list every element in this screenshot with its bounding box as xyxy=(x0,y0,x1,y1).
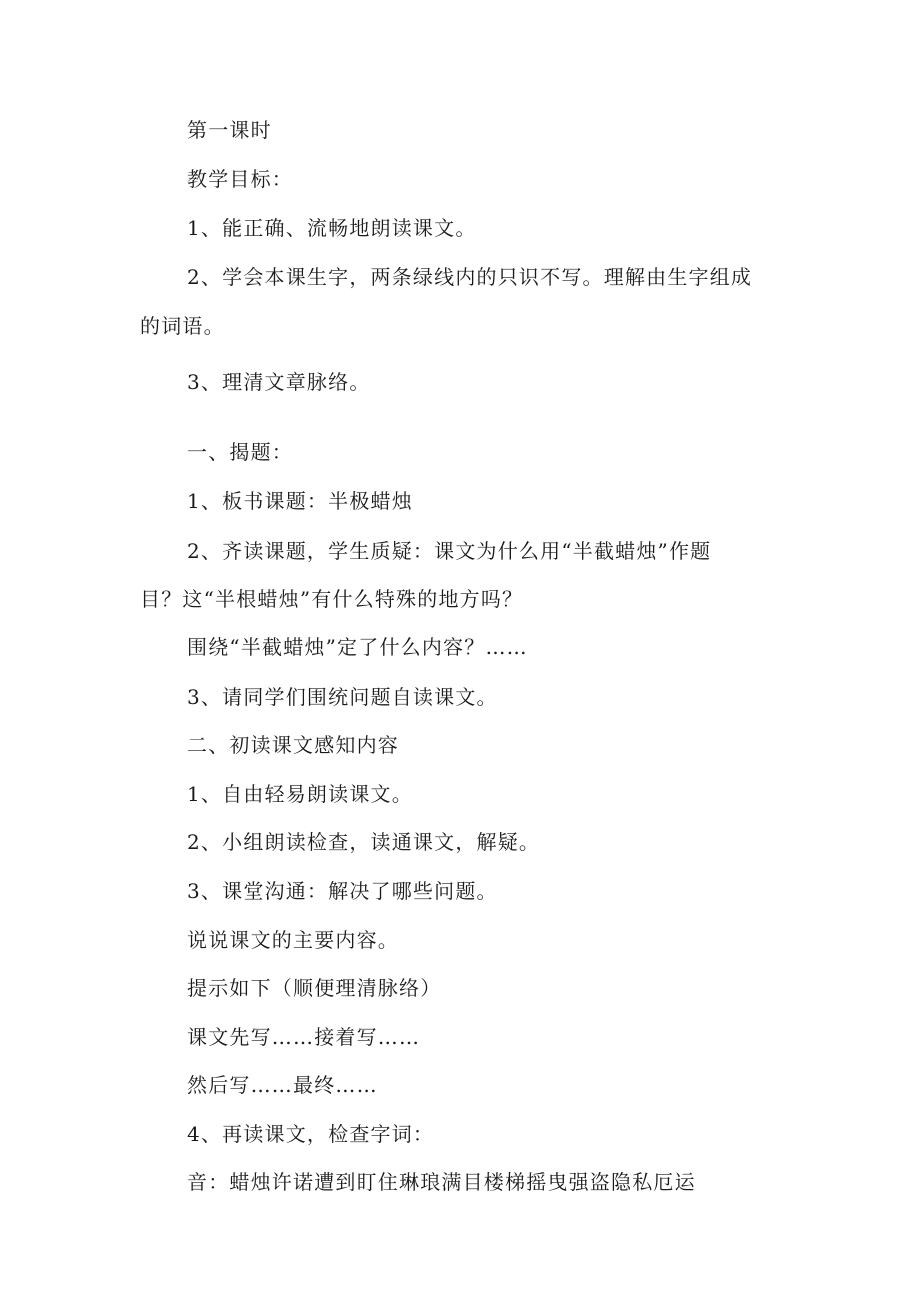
goal-3: 3、理清文章脉络。 xyxy=(187,370,371,394)
section-2-item-4: 4、再读课文，检查字词： xyxy=(187,1122,435,1146)
goal-2-line-1: 2、学会本课生字，两条绿线内的只识不写。理解由生字组成 xyxy=(187,265,753,289)
section-2-hint-a: 课文先写……接着写…… xyxy=(187,1025,421,1049)
section-2-sounds: 音：蜡烛许诺遭到盯住琳琅满目楼梯摇曳强盗隐私厄运 xyxy=(187,1170,696,1194)
goals-title: 教学目标： xyxy=(187,167,293,191)
section-2-hint-b: 然后写……最终…… xyxy=(187,1073,378,1097)
section-2-item-1: 1、自由轻易朗读课文。 xyxy=(187,782,413,806)
goal-1: 1、能正确、流畅地朗读课文。 xyxy=(187,216,477,240)
section-2-hint: 提示如下（顺便理清脉络） xyxy=(187,976,442,1000)
lesson-heading: 第一课时 xyxy=(187,118,272,142)
section-2-item-3: 3、课堂沟通：解决了哪些问题。 xyxy=(187,879,498,903)
section-2-title: 二、初读课文感知内容 xyxy=(187,733,399,757)
section-1-item-2-line-2: 目？这“半根蜡烛”有什么特殊的地方吗？ xyxy=(140,587,524,611)
section-1-item-2-line-3: 围绕“半截蜡烛”定了什么内容？…… xyxy=(187,635,528,659)
section-2-item-3-note: 说说课文的主要内容。 xyxy=(187,928,399,952)
goal-2-line-2: 的词语。 xyxy=(140,314,225,338)
section-2-item-2: 2、小组朗读检查，读通课文，解疑。 xyxy=(187,830,541,854)
section-1-item-1: 1、板书课题：半极蜡烛 xyxy=(187,489,413,513)
section-1-item-2-line-1: 2、齐读课题，学生质疑：课文为什么用“半截蜡烛”作题 xyxy=(187,539,712,563)
section-1-title: 一、揭题： xyxy=(187,440,293,464)
section-1-item-3: 3、请同学们围统问题自读课文。 xyxy=(187,685,498,709)
